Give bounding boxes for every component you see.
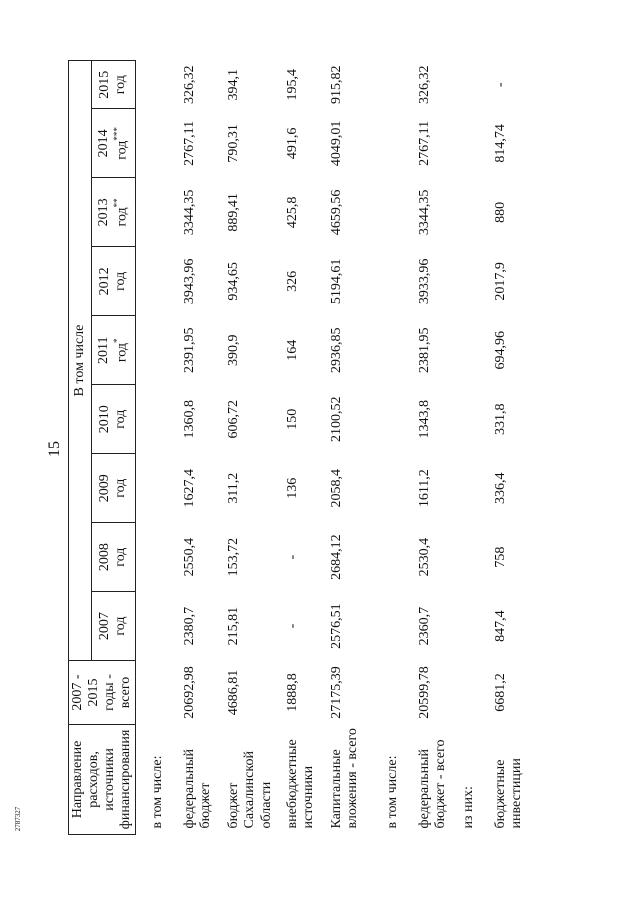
row-label: в том числе: (384, 755, 400, 829)
cell-value: 150 (284, 408, 300, 430)
cell-value: 3344,35 (182, 189, 198, 236)
row-label: в том числе: (150, 755, 166, 829)
cell-value: 2360,7 (416, 606, 432, 646)
cell-value (136, 178, 173, 247)
table-body (136, 61, 527, 835)
header-year-number: 2012 (97, 267, 113, 296)
row-label: внебюджетные источники (284, 739, 316, 829)
cell-value: 491,6 (284, 127, 300, 160)
cell-value (451, 247, 483, 316)
header-year-2014 (91, 109, 136, 178)
cell-value: 1343,8 (416, 399, 432, 439)
row-label: бюджет Сахалинской области (226, 751, 274, 829)
header-year-2007 (91, 592, 136, 661)
funding-table (68, 60, 527, 835)
cell-value: 20692,98 (182, 666, 198, 719)
cell-value: 336,4 (492, 472, 508, 504)
table-row (172, 61, 216, 835)
header-year-unit: год (113, 75, 129, 95)
cell-value: 606,72 (226, 399, 242, 439)
cell-value (375, 454, 407, 523)
cell-value: 6681,2 (492, 673, 508, 712)
cell-value (451, 109, 483, 178)
table-row (216, 61, 274, 835)
header-total: 2007 - 2015 годы - всего (69, 661, 136, 725)
cell-value: 2391,95 (182, 327, 198, 374)
header-year-unit: год** (112, 198, 130, 227)
cell-value: 694,96 (492, 331, 508, 370)
cell-value: 326,32 (182, 65, 198, 104)
cell-value (136, 61, 173, 109)
cell-value: 2380,7 (182, 606, 198, 646)
cell-value (136, 385, 173, 454)
cell-value (451, 385, 483, 454)
cell-value: 195,4 (284, 68, 300, 101)
cell-value: 2530,4 (416, 537, 432, 577)
header-year-unit: год (113, 547, 129, 567)
cell-value: 326 (284, 270, 300, 292)
header-year-number: 2014 (96, 129, 112, 158)
table-row (319, 61, 375, 835)
cell-value: - (284, 623, 300, 629)
cell-value: 215,81 (226, 606, 242, 646)
cell-value: 2767,11 (182, 120, 198, 166)
cell-value: 2381,95 (416, 327, 432, 374)
table-row (407, 61, 451, 835)
cell-value: 4049,01 (328, 120, 344, 167)
document-code: 2787327 (14, 806, 22, 832)
header-year-number: 2010 (97, 405, 113, 434)
table-row (451, 61, 483, 835)
table-header (69, 61, 136, 835)
header-direction: Направление расходов, источники финансирования (69, 724, 136, 834)
header-year-unit: год (113, 271, 129, 291)
cell-value: 1888,8 (284, 673, 300, 712)
page-number: 15 (46, 441, 63, 457)
cell-value (136, 316, 173, 385)
cell-value: 915,82 (328, 65, 344, 104)
table-row (136, 61, 173, 835)
cell-value (136, 247, 173, 316)
header-including: В том числе (69, 61, 92, 661)
row-label: федеральный бюджет (182, 748, 214, 829)
cell-value: 4686,81 (226, 669, 242, 716)
cell-value: 3943,96 (182, 258, 198, 305)
header-year-number: 2011 (96, 336, 112, 365)
cell-value (375, 385, 407, 454)
cell-value (375, 661, 407, 725)
header-year-footnote-mark: *** (112, 127, 123, 141)
cell-value: 1611,2 (416, 469, 432, 508)
cell-value (451, 61, 483, 109)
cell-value: 847,4 (492, 610, 508, 642)
cell-value: 136 (284, 477, 300, 499)
header-year-2011 (91, 316, 136, 385)
table-row (375, 61, 407, 835)
header-year-unit: год*** (112, 127, 130, 160)
header-year-number: 2009 (97, 474, 113, 503)
cell-value: 425,8 (284, 196, 300, 229)
header-year-unit: год (113, 409, 129, 429)
cell-value (375, 523, 407, 592)
header-year-2013 (91, 178, 136, 247)
header-year-2008 (91, 523, 136, 592)
cell-value: 2058,4 (328, 468, 344, 508)
cell-value: 758 (492, 546, 508, 568)
row-label: из них: (460, 786, 476, 829)
cell-value (375, 592, 407, 661)
header-year-footnote-mark: ** (112, 198, 123, 208)
cell-value (375, 61, 407, 109)
cell-value: 153,72 (226, 537, 242, 577)
cell-value: - (284, 554, 300, 560)
cell-value: 331,8 (492, 403, 508, 435)
cell-value (136, 109, 173, 178)
header-year-number: 2013 (96, 198, 112, 227)
header-year-number: 2015 (97, 70, 113, 99)
header-year-footnote-mark: * (112, 338, 123, 343)
cell-value: 27175,39 (328, 666, 344, 719)
cell-value: 326,32 (416, 65, 432, 104)
table-row (275, 61, 319, 835)
cell-value (136, 592, 173, 661)
cell-value: 390,9 (226, 334, 242, 367)
cell-value: 889,41 (226, 193, 242, 232)
cell-value (451, 592, 483, 661)
header-year-unit: год (113, 616, 129, 636)
cell-value (136, 661, 173, 725)
header-year-unit: год (113, 478, 129, 498)
cell-value: 311,2 (226, 472, 242, 504)
cell-value (375, 247, 407, 316)
header-year-2010 (91, 385, 136, 454)
header-year-2012 (91, 247, 136, 316)
rotated-table-container (68, 60, 608, 835)
cell-value: 814,74 (492, 124, 508, 163)
cell-value: 880 (492, 201, 508, 223)
row-label: бюджетные инвестиции (492, 758, 524, 829)
table-row (483, 61, 527, 835)
header-year-2015 (91, 61, 136, 109)
header-year-2009 (91, 454, 136, 523)
cell-value (451, 523, 483, 592)
cell-value: 5194,61 (328, 258, 344, 305)
cell-value: 20599,78 (416, 666, 432, 719)
cell-value: - (492, 82, 508, 88)
cell-value (375, 109, 407, 178)
cell-value: 2550,4 (182, 537, 198, 577)
header-year-number: 2007 (97, 612, 113, 641)
cell-value: 3933,96 (416, 258, 432, 305)
header-year-unit: год* (112, 338, 130, 363)
cell-value: 164 (284, 339, 300, 361)
cell-value: 1360,8 (182, 399, 198, 439)
cell-value: 2767,11 (416, 120, 432, 166)
cell-value: 934,65 (226, 262, 242, 301)
cell-value (451, 316, 483, 385)
cell-value (136, 454, 173, 523)
cell-value: 394,1 (226, 68, 242, 101)
cell-value: 1627,4 (182, 468, 198, 508)
cell-value: 2936,85 (328, 327, 344, 374)
cell-value (451, 178, 483, 247)
row-label: Капитальные вложения - всего (328, 728, 360, 829)
cell-value: 790,31 (226, 124, 242, 163)
cell-value: 2684,12 (328, 534, 344, 580)
cell-value: 2100,52 (328, 396, 344, 442)
cell-value (451, 661, 483, 725)
header-year-number: 2008 (97, 543, 113, 572)
row-label: федеральный бюджет - всего (416, 739, 448, 829)
cell-value: 4659,56 (328, 189, 344, 236)
cell-value (451, 454, 483, 523)
cell-value: 3344,35 (416, 189, 432, 236)
cell-value (375, 178, 407, 247)
cell-value: 2017,9 (492, 262, 508, 301)
cell-value (375, 316, 407, 385)
cell-value (136, 523, 173, 592)
cell-value: 2576,51 (328, 603, 344, 649)
